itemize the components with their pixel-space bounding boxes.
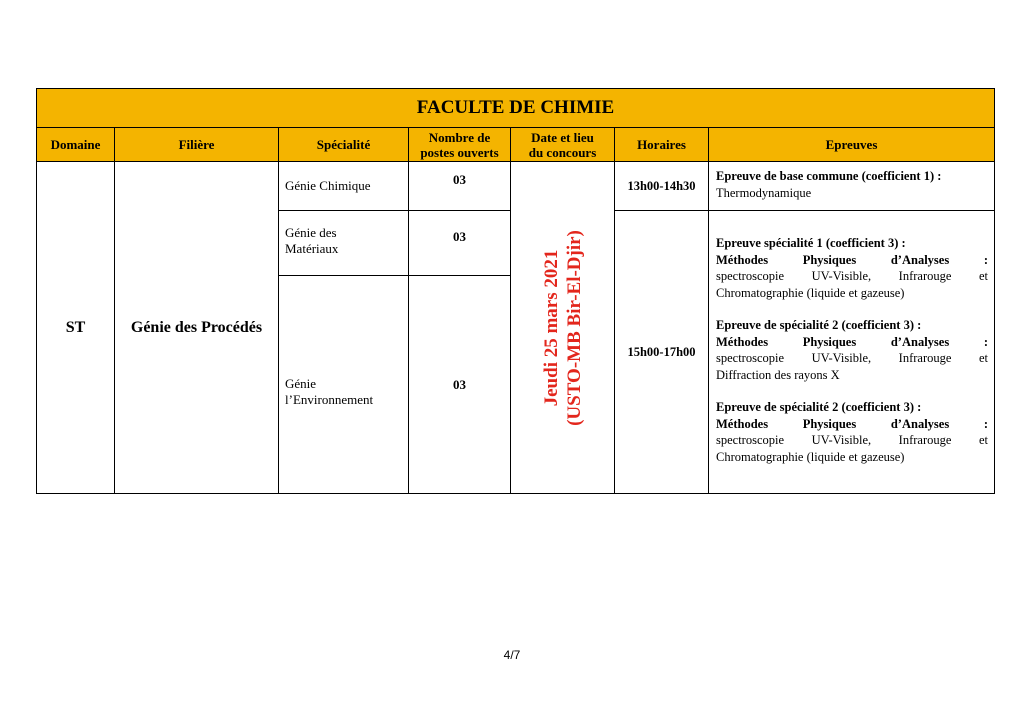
epreuves-specialite-cell [709,211,995,494]
domaine-cell: ST [37,162,115,494]
postes-cell: 03 [409,276,511,494]
header-postes-line1: Nombre de [428,129,491,145]
table-row [37,162,995,211]
date-cell [511,162,615,494]
header-horaires: Horaires [615,128,709,162]
faculty-title: FACULTE DE CHIMIE [37,89,995,128]
epreuve-line2: Chromatographie (liquide et gazeuse) [716,285,905,300]
epreuve-base-content: Thermodynamique [716,185,812,200]
date-lieu-text [540,230,586,426]
specialite-line1: Génie Chimique [285,178,371,193]
header-date-line2: du concours [528,144,597,160]
lieu-line: (USTO-MB Bir-El-Djir) [563,229,585,426]
header-date [511,128,615,162]
header-row [37,128,995,162]
epreuve-title: Epreuve de spécialité 2 (coefficient 3) : [716,318,922,332]
specialite-line2: Matériaux [285,241,339,256]
epreuve-line1: spectroscopie UV-Visible, Infrarouge et [716,269,989,283]
header-postes [409,128,511,162]
epreuve-base-cell [709,162,995,211]
page-number: 4/7 [503,648,521,662]
epreuve-title: Epreuve de spécialité 2 (coefficient 3) : [716,400,922,414]
epreuve-line1: spectroscopie UV-Visible, Infrarouge et [716,351,989,365]
filiere-cell: Génie des Procédés [115,162,279,494]
specialite-line1: Génie des [285,225,337,240]
epreuve-specialite-block [716,235,988,301]
epreuve-line1: spectroscopie UV-Visible, Infrarouge et [716,433,989,447]
epreuve-title: Epreuve spécialité 1 (coefficient 3) : [716,236,906,250]
horaire-cell: 15h00-17h00 [615,211,709,494]
date-line: Jeudi 25 mars 2021 [540,249,562,406]
header-specialite: Spécialité [279,128,409,162]
specialite-cell [279,211,409,276]
epreuve-specialite-block [716,317,988,383]
specialite-cell [279,162,409,211]
header-epreuves: Epreuves [709,128,995,162]
epreuve-subtitle: Méthodes Physiques d’Analyses : [716,334,989,349]
specialite-line2: l’Environnement [285,391,374,407]
epreuve-line2: Diffraction des rayons X [716,367,840,382]
epreuve-base-title: Epreuve de base commune (coefficient 1) : [716,169,942,183]
header-domaine: Domaine [37,128,115,162]
specialite-cell [279,276,409,494]
epreuve-line2: Chromatographie (liquide et gazeuse) [716,449,905,464]
header-postes-line2: postes ouverts [420,144,499,160]
epreuve-subtitle: Méthodes Physiques d’Analyses : [716,252,989,267]
postes-cell: 03 [409,211,511,276]
horaire-cell: 13h00-14h30 [615,162,709,211]
title-row [37,89,995,128]
postes-cell: 03 [409,162,511,211]
specialite-line1: Génie [285,375,317,391]
epreuve-specialite-block [716,399,988,465]
header-date-line1: Date et lieu [531,129,594,145]
concours-table [36,88,995,494]
epreuve-subtitle: Méthodes Physiques d’Analyses : [716,416,989,431]
header-filiere: Filière [115,128,279,162]
